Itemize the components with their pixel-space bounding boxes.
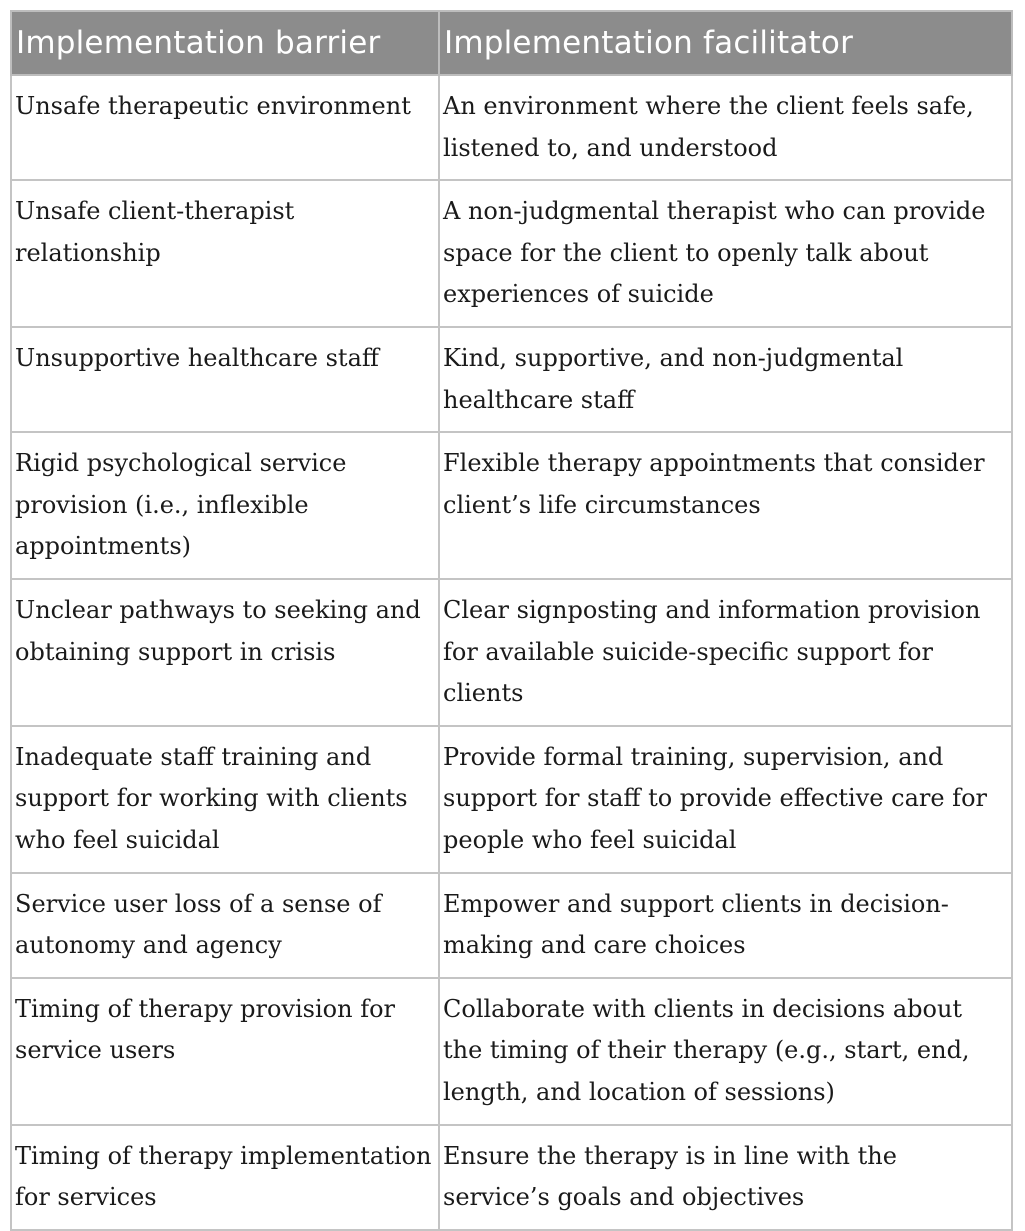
barrier-cell: Unsafe therapeutic environment (11, 75, 439, 180)
table-row (11, 180, 1012, 327)
table-row (11, 327, 1012, 432)
barrier-cell: Service user loss of a sense of autonomy and agency (11, 873, 439, 978)
barrier-cell: Unsafe client-therapist relationship (11, 180, 439, 327)
header-barrier: Implementation barrier (11, 11, 439, 75)
facilitator-cell: Collaborate with clients in decisions about the timing of their therapy (e.g., start, end, length, and location of sessions) (439, 978, 1012, 1125)
facilitator-cell: Empower and support clients in decision-making and care choices (439, 873, 1012, 978)
facilitator-cell: An environment where the client feels safe, listened to, and understood (439, 75, 1012, 180)
table-row (11, 726, 1012, 873)
barriers-facilitators-table (10, 10, 1013, 1231)
table-header (11, 11, 1012, 75)
facilitator-cell: Clear signposting and information provision for available suicide-specific support for clients (439, 579, 1012, 726)
table-row (11, 579, 1012, 726)
barrier-cell: Unsupportive healthcare staff (11, 327, 439, 432)
facilitator-cell: Ensure the therapy is in line with the service’s goals and objectives (439, 1125, 1012, 1230)
facilitator-cell: Kind, supportive, and non-judgmental healthcare staff (439, 327, 1012, 432)
header-facilitator: Implementation facilitator (439, 11, 1012, 75)
table-body (11, 75, 1012, 1230)
barrier-cell: Unclear pathways to seeking and obtaining support in crisis (11, 579, 439, 726)
barrier-cell: Rigid psychological service provision (i.e., inflexible appointments) (11, 432, 439, 579)
table-row (11, 432, 1012, 579)
barriers-facilitators-table-container (10, 10, 1011, 1231)
table-row (11, 75, 1012, 180)
header-row (11, 11, 1012, 75)
barrier-cell: Timing of therapy implementation for services (11, 1125, 439, 1230)
facilitator-cell: A non-judgmental therapist who can provide space for the client to openly talk about experiences of suicide (439, 180, 1012, 327)
table-row (11, 873, 1012, 978)
table-row (11, 978, 1012, 1125)
barrier-cell: Inadequate staff training and support for working with clients who feel suicidal (11, 726, 439, 873)
table-row (11, 1125, 1012, 1230)
facilitator-cell: Provide formal training, supervision, and support for staff to provide effective care for people who feel suicidal (439, 726, 1012, 873)
barrier-cell: Timing of therapy provision for service users (11, 978, 439, 1125)
facilitator-cell: Flexible therapy appointments that consider client’s life circumstances (439, 432, 1012, 579)
